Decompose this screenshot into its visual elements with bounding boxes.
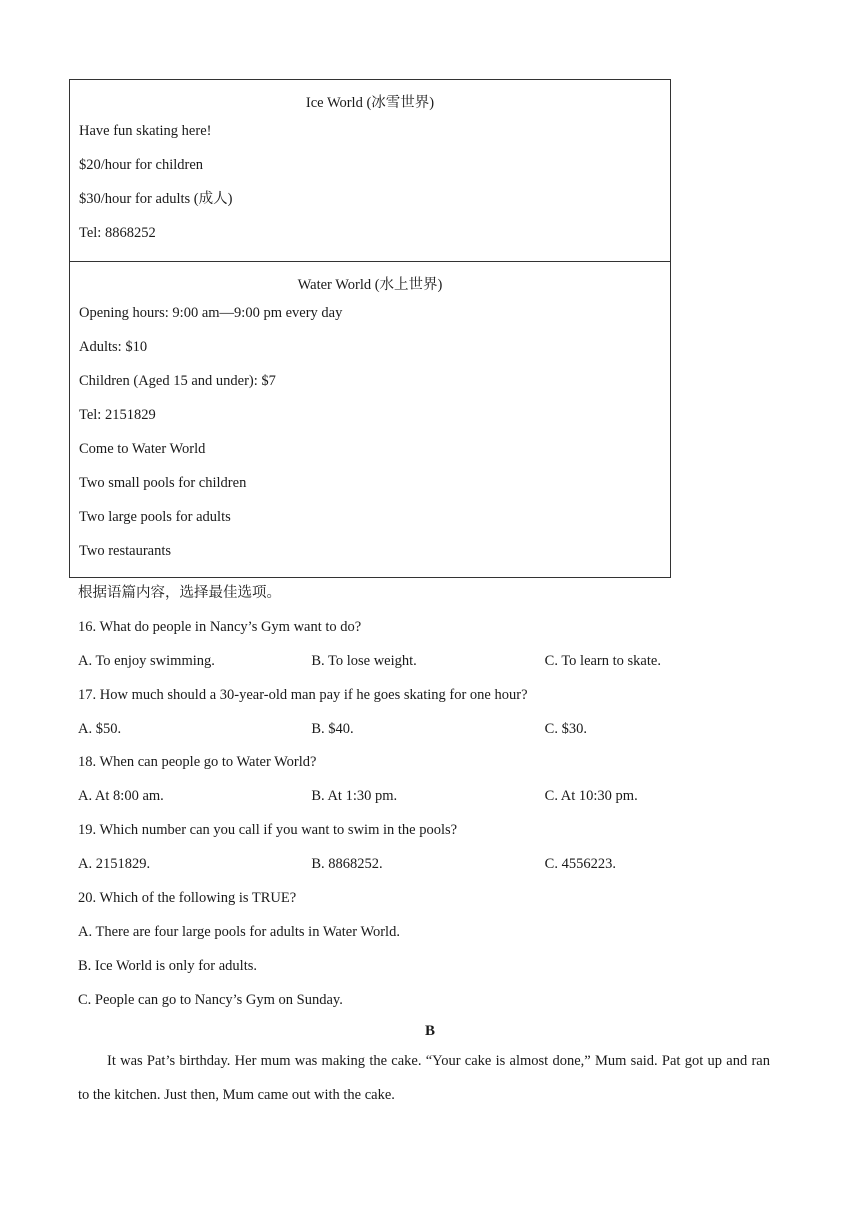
question-stem: 18. When can people go to Water World? <box>78 754 317 771</box>
option-a: A. To enjoy swimming. <box>78 652 215 669</box>
option-b: B. $40. <box>311 720 354 737</box>
ice-world-line: $20/hour for children <box>79 157 204 173</box>
water-world-line: Two large pools for adults <box>79 509 231 525</box>
notice-table <box>69 79 671 578</box>
ice-world-line: Have fun skating here! <box>79 123 212 139</box>
water-world-line: Tel: 2151829 <box>79 407 156 423</box>
question-stem: 20. Which of the following is TRUE? <box>78 890 297 907</box>
question-options <box>78 848 778 882</box>
ice-world-title: Ice World (冰雪世界) <box>305 95 435 111</box>
ice-world-line: Tel: 8868252 <box>79 225 156 241</box>
instruction: 根据语篇内容，选择最佳选项。 <box>78 585 281 601</box>
option-c: C. People can go to Nancy’s Gym on Sunday. <box>78 991 343 1008</box>
water-world-line: Two restaurants <box>79 543 171 559</box>
section-heading: B <box>424 1023 435 1039</box>
question-options <box>78 645 778 679</box>
option-b: B. To lose weight. <box>311 652 417 669</box>
option-a: A. At 8:00 am. <box>78 788 164 805</box>
option-a: A. $50. <box>78 720 122 737</box>
water-world-notice <box>70 261 670 577</box>
question-options <box>78 713 778 747</box>
ice-world-notice <box>70 80 670 261</box>
water-world-title: Water World (水上世界) <box>297 277 443 293</box>
water-world-line: Come to Water World <box>79 441 206 457</box>
question-section <box>78 577 778 1018</box>
option-c: C. $30. <box>544 720 587 737</box>
water-world-line: Adults: $10 <box>79 339 148 355</box>
question-stem: 17. How much should a 30-year-old man pay if he goes skating for one hour? <box>78 686 528 703</box>
ice-world-line: $30/hour for adults (成人) <box>79 191 233 207</box>
option-c: C. 4556223. <box>544 856 616 873</box>
question-stem: 19. Which number can you call if you want to swim in the pools? <box>78 822 458 839</box>
question-stem: 16. What do people in Nancy’s Gym want to do? <box>78 618 362 635</box>
option-b: B. 8868252. <box>311 856 383 873</box>
option-c: C. To learn to skate. <box>544 652 661 669</box>
question-options <box>78 780 778 814</box>
water-world-line: Opening hours: 9:00 am—9:00 pm every day <box>79 305 343 321</box>
option-b: B. At 1:30 pm. <box>311 788 398 805</box>
option-b: B. Ice World is only for adults. <box>78 957 257 974</box>
option-a: A. There are four large pools for adults in Water World. <box>78 923 400 940</box>
option-a: A. 2151829. <box>78 856 151 873</box>
water-world-line: Two small pools for children <box>79 475 247 491</box>
water-world-line: Children (Aged 15 and under): $7 <box>79 373 276 389</box>
option-c: C. At 10:30 pm. <box>544 788 638 805</box>
passage-paragraph: It was Pat’s birthday. Her mum was making the cake. “Your cake is almost done,” Mum said. Pat got up and ran to the kitchen. Just then, Mum came out with the cake. <box>78 1053 770 1103</box>
